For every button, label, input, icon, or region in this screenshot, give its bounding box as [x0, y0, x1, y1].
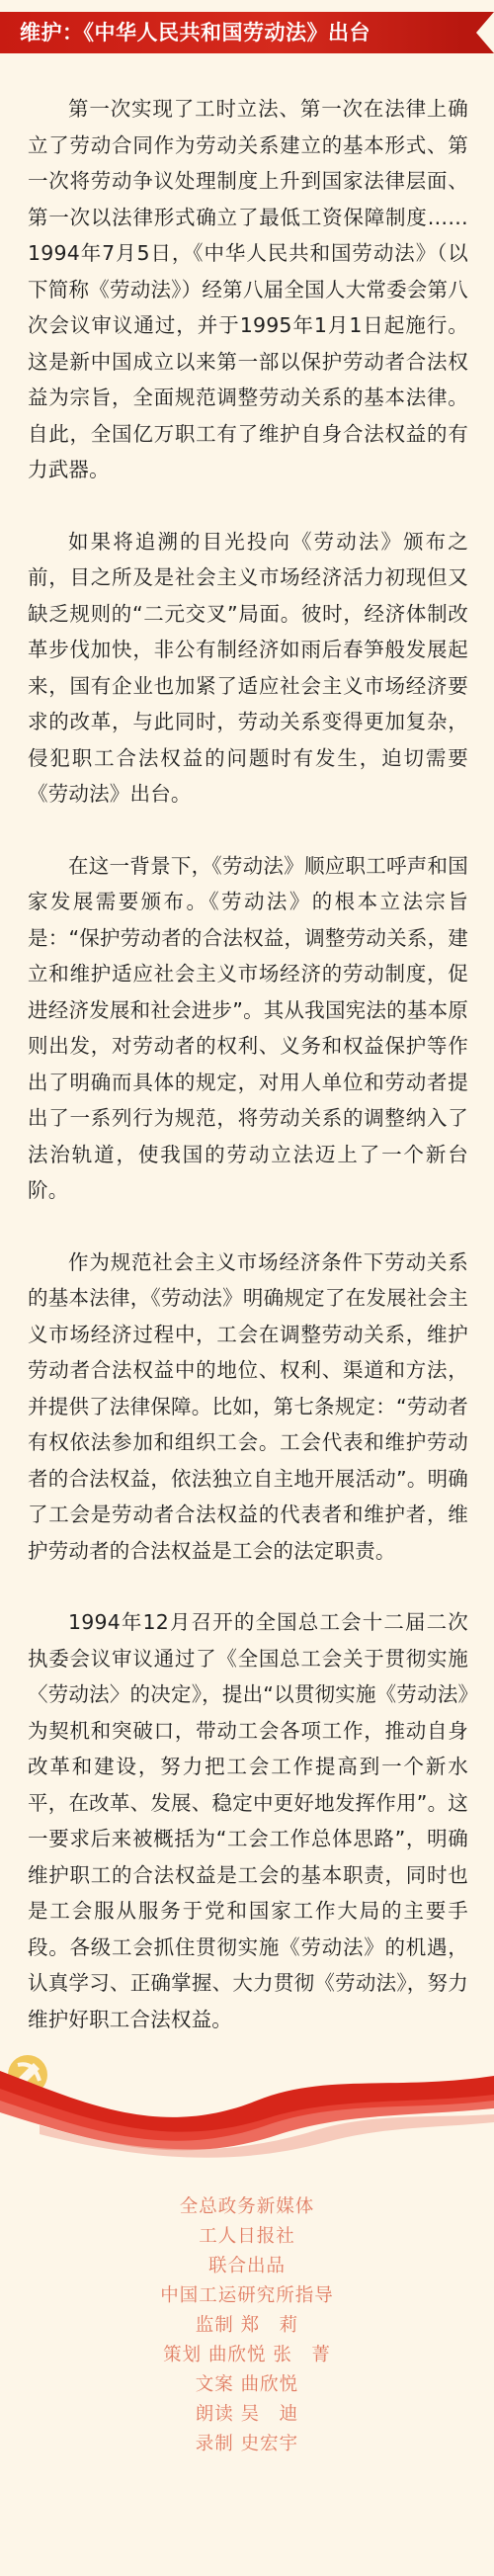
credits-block: [0, 2192, 494, 2459]
paragraph: 1994年12月召开的全国总工会十二届二次执委会议审议通过了《全国总工会关于贯彻实施〈劳动法〉的决定》，提出“以贯彻实施《劳动法》为契机和突破口，带动工会各项工作，推动自身改革和建设，努力把工会工作提高到一个新水平，在改革、发展、稳定中更好地发挥作用”。这一要求后来被概括为“工会工作总体思路”，明确维护职工的合法权益是工会的基本职责，同时也是工会服从服务于党和国家工作大局的主要手段。各级工会抓住贯彻实施《劳动法》的机遇，认真学习、正确掌握、大力贯彻《劳动法》，努力维护好职工合法权益。: [28, 1610, 468, 2031]
section-title-bar: [0, 12, 462, 53]
article-body: [28, 91, 468, 2073]
credit-line: 工人日报社: [199, 2226, 295, 2247]
paragraph: 如果将追溯的目光投向《劳动法》颁布之前，目之所及是社会主义市场经济活力初现但又缺乏规则的“二元交叉”局面。彼时，经济体制改革步伐加快，非公有制经济如雨后春笋般发展起来，国有企业也加紧了适应社会主义市场经济要求的改革，与此同时，劳动关系变得更加复杂，侵犯职工合法权益的问题时有发生，迫切需要《劳动法》出台。: [28, 529, 468, 806]
title-bar-tail: [462, 12, 494, 53]
paragraph: 作为规范社会主义市场经济条件下劳动关系的基本法律，《劳动法》明确规定了在发展社会主义市场经济过程中，工会在调整劳动关系，维护劳动者合法权益中的地位、权利、渠道和方法，并提供了法律保障。比如，第七条规定：“劳动者有权依法参加和组织工会。工会代表和维护劳动者的合法权益，依法独立自主地开展活动”。明确了工会是劳动者合法权益的代表者和维护者，维护劳动者的合法权益是工会的法定职责。: [28, 1249, 468, 1563]
section-title: 维护：《中华人民共和国劳动法》出台: [20, 21, 370, 44]
credit-line: 朗读 吴 迪: [195, 2404, 299, 2425]
credit-line: 监制 郑 莉: [195, 2315, 299, 2336]
credit-line: 文案 曲欣悦: [195, 2374, 299, 2395]
credit-line: 中国工运研究所指导: [160, 2285, 334, 2306]
credit-line: 策划 曲欣悦 张 菁: [163, 2345, 331, 2365]
paragraph: 在这一背景下，《劳动法》顺应职工呼声和国家发展需要颁布。《劳动法》的根本立法宗旨是：“保护劳动者的合法权益，调整劳动关系，建立和维护适应社会主义市场经济的劳动制度，促进经济发展和社会进步”。其从我国宪法的基本原则出发，对劳动者的权利、义务和权益保护等作出了明确而具体的规定，对用人单位和劳动者提出了一系列行为规范，将劳动关系的调整纳入了法治轨道，使我国的劳动立法迈上了一个新台阶。: [28, 853, 468, 1202]
red-ribbon-decoration: [0, 2031, 494, 2180]
credit-line: 全总政务新媒体: [179, 2196, 315, 2217]
credit-line: 联合出品: [207, 2256, 286, 2276]
credit-line: 录制 史宏宇: [195, 2434, 299, 2454]
paragraph: 第一次实现了工时立法、第一次在法律上确立了劳动合同作为劳动关系建立的基本形式、第一次将劳动争议处理制度上升到国家法律层面、第一次以法律形式确立了最低工资保障制度……1994年7月5日，《中华人民共和国劳动法》（以下简称《劳动法》）经第八届全国人大常委会第八次会议审议通过，并于1995年1月1日起施行。这是新中国成立以来第一部以保护劳动者合法权益为宗旨，全面规范调整劳动关系的基本法律。自此，全国亿万职工有了维护自身合法权益的有力武器。: [28, 97, 468, 481]
